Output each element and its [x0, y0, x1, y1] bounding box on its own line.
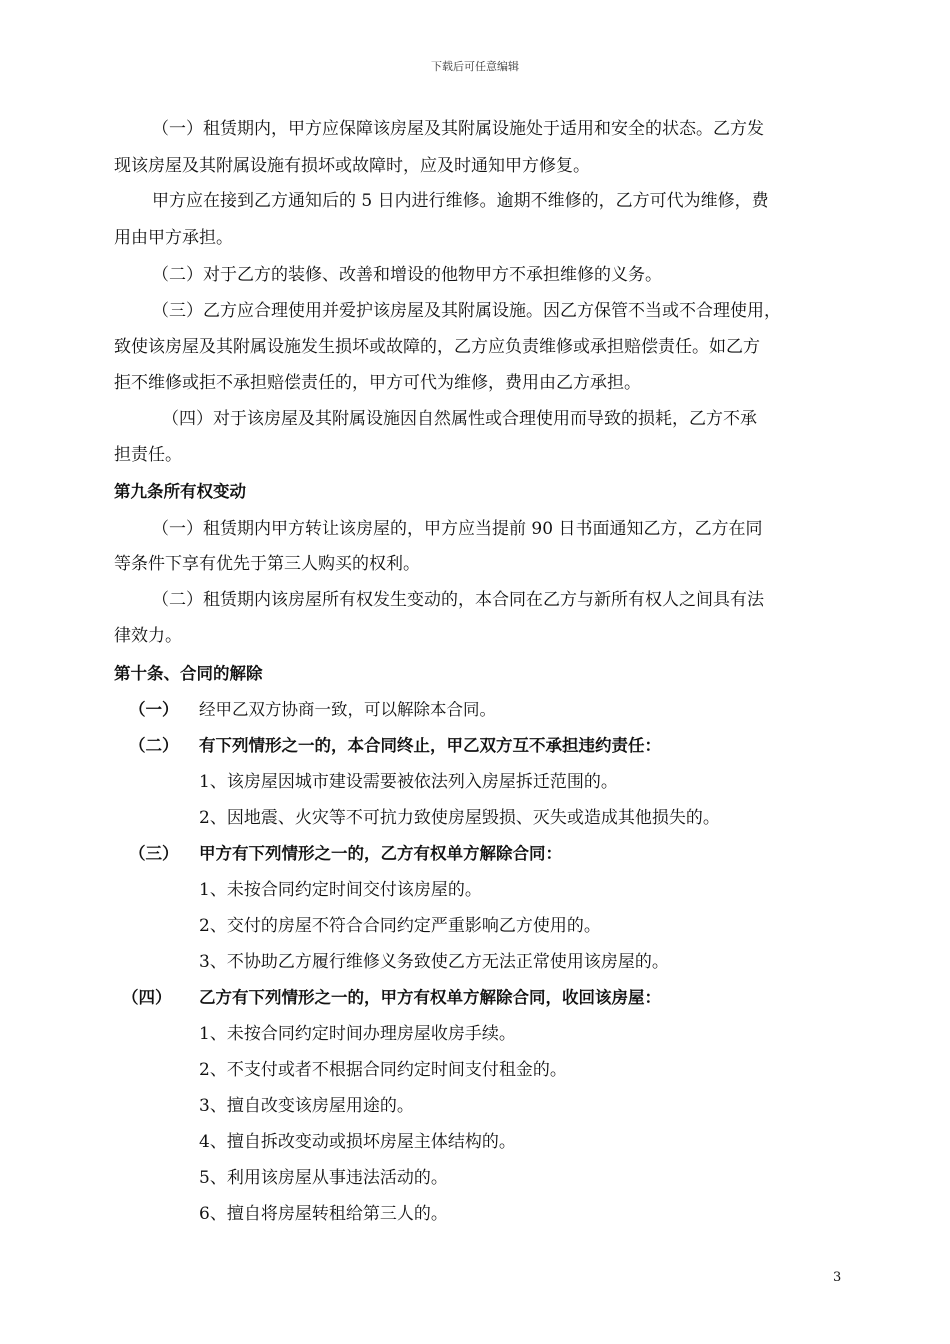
art10-s4-item: 2、不支付或者不根据合同约定时间支付租金的。 — [199, 1060, 567, 1080]
art10-s2-item: 2、因地震、火灾等不可抗力致使房屋毁损、灭失或造成其他损失的。 — [199, 808, 720, 828]
art10-s4-num: （四） — [122, 988, 172, 1007]
art9-p2-line2: 律效力。 — [114, 626, 182, 646]
art10-s2-item: 1、该房屋因城市建设需要被依法列入房屋拆迁范围的。 — [199, 772, 618, 792]
art10-s3-num: （三） — [129, 844, 179, 863]
art10-s4-item: 4、擅自拆改变动或损坏房屋主体结构的。 — [199, 1132, 516, 1152]
art10-s4-item: 3、擅自改变该房屋用途的。 — [199, 1096, 414, 1116]
art10-s2-num: （二） — [129, 736, 179, 755]
art8-p5-line2: 担责任。 — [114, 445, 182, 465]
art10-s2-text: 有下列情形之一的，本合同终止，甲乙双方互不承担违约责任： — [199, 736, 661, 755]
art10-s3-item: 3、不协助乙方履行维修义务致使乙方无法正常使用该房屋的。 — [199, 952, 669, 972]
page-number: 3 — [833, 1270, 842, 1285]
art8-p3: （二）对于乙方的装修、改善和增设的他物甲方不承担维修的义务。 — [152, 265, 662, 285]
art9-title: 第九条所有权变动 — [114, 482, 246, 501]
art9-p1-line2: 等条件下享有优先于第三人购买的权利。 — [114, 554, 420, 574]
art10-s4-text: 乙方有下列情形之一的，甲方有权单方解除合同，收回该房屋： — [199, 988, 661, 1007]
art8-p4-line2: 致使该房屋及其附属设施发生损坏或故障的，乙方应负责维修或承担赔偿责任。如乙方 — [114, 337, 760, 357]
art9-p1-line1: （一）租赁期内甲方转让该房屋的，甲方应当提前 90 日书面通知乙方，乙方在同 — [152, 519, 763, 539]
art9-p2-line1: （二）租赁期内该房屋所有权发生变动的，本合同在乙方与新所有权人之间具有法 — [152, 590, 764, 610]
art10-s1-num: （一） — [129, 700, 179, 719]
art8-p4-line3: 拒不维修或拒不承担赔偿责任的，甲方可代为维修，费用由乙方承担。 — [114, 373, 641, 393]
art10-s3-item: 1、未按合同约定时间交付该房屋的。 — [199, 880, 482, 900]
art8-p1-line1: （一）租赁期内，甲方应保障该房屋及其附属设施处于适用和安全的状态。乙方发 — [152, 119, 764, 139]
art8-p5-line1: （四）对于该房屋及其附属设施因自然属性或合理使用而导致的损耗，乙方不承 — [162, 409, 757, 429]
art10-s1-text: 经甲乙双方协商一致，可以解除本合同。 — [199, 700, 496, 719]
art8-p1-line2: 现该房屋及其附属设施有损坏或故障时，应及时通知甲方修复。 — [114, 156, 590, 176]
art8-p2-line2: 用由甲方承担。 — [114, 228, 233, 248]
art10-s3-item: 2、交付的房屋不符合合同约定严重影响乙方使用的。 — [199, 916, 601, 936]
art10-title: 第十条、合同的解除 — [114, 664, 263, 683]
art10-s4-item: 6、擅自将房屋转租给第三人的。 — [199, 1204, 448, 1224]
art10-s3-text: 甲方有下列情形之一的，乙方有权单方解除合同： — [199, 844, 562, 863]
page-header: 下载后可任意编辑 — [431, 60, 519, 73]
art8-p2-line1: 甲方应在接到乙方通知后的 5 日内进行维修。逾期不维修的，乙方可代为维修，费 — [152, 191, 769, 211]
art8-p4-line1: （三）乙方应合理使用并爱护该房屋及其附属设施。因乙方保管不当或不合理使用， — [152, 301, 781, 321]
art10-s4-item: 5、利用该房屋从事违法活动的。 — [199, 1168, 448, 1188]
art10-s4-item: 1、未按合同约定时间办理房屋收房手续。 — [199, 1024, 516, 1044]
